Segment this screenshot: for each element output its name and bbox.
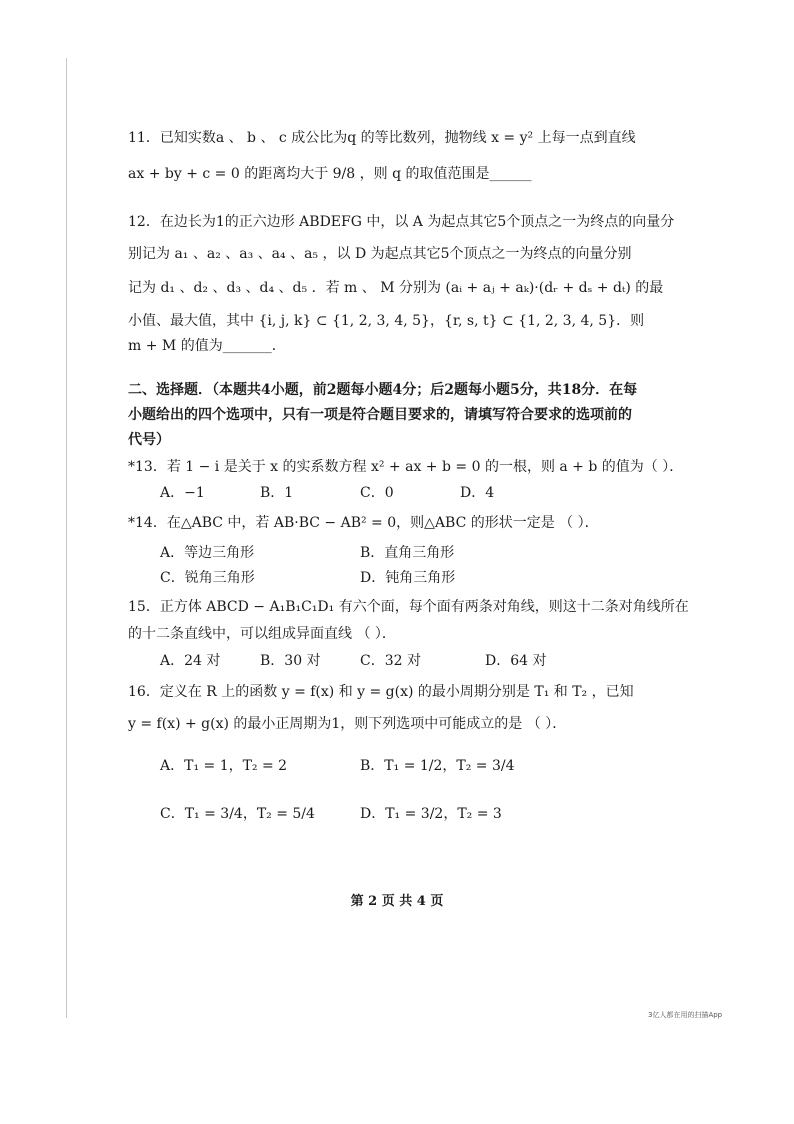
section2-line1: 二、选择题．（本题共4小题，前2题每小题4分；后2题每小题5分，共18分．在每 [128, 382, 638, 398]
q13-option-a: A．−1 [160, 485, 205, 501]
q11-line2: ax + by + c = 0 的距离均大于 9/8 ，则 q 的取值范围是______ [128, 166, 532, 182]
q12-line1: 12．在边长为1的正六边形 ABDEFG 中，以 A 为起点其它5个顶点之一为终点的向量分 [128, 214, 675, 230]
section2-line2: 小题给出的四个选项中，只有一项是符合题目要求的，请填写符合要求的选项前的 [128, 407, 632, 423]
q12-line3: 记为 d₁ 、d₂ 、d₃ 、d₄ 、d₅ ．若 m 、 M 分别为 (aᵢ + aⱼ + aₖ)·(dᵣ + dₛ + dₜ) 的最 [128, 280, 664, 296]
q15-option-d: D．64 对 [485, 653, 547, 669]
q12-line2: 别记为 a₁ 、a₂ 、a₃ 、a₄ 、a₅ ，以 D 为起点其它5个顶点之一为终点的向量分别 [128, 246, 632, 262]
scanner-watermark: 3亿人都在用的扫描App [648, 1011, 723, 1019]
q15-option-c: C．32 对 [360, 653, 421, 669]
q16-line2: y = f(x) + g(x) 的最小正周期为1，则下列选项中可能成立的是 （ ）． [128, 716, 567, 732]
q15-line1: 15．正方体 ABCD − A₁B₁C₁D₁ 有六个面，每个面有两条对角线，则这十二条对角线所在 [128, 599, 689, 615]
q14-option-b: B．直角三角形 [360, 545, 455, 561]
q13-option-b: B．1 [260, 485, 294, 501]
q12-line4: 小值、最大值，其中 {i, j, k} ⊂ {1, 2, 3, 4, 5}，{r, s, t} ⊂ {1, 2, 3, 4, 5}．则 [128, 313, 645, 329]
q15-option-b: B．30 对 [260, 653, 321, 669]
q16-line1: 16．定义在 R 上的函数 y = f(x) 和 y = g(x) 的最小周期分别是 T₁ 和 T₂ ，已知 [128, 684, 634, 700]
q11-line1: 11．已知实数a 、 b 、 c 成公比为q 的等比数列，抛物线 x = y² 上每一点到直线 [128, 130, 636, 146]
q13-option-c: C．0 [360, 485, 394, 501]
q16-option-a: A．T₁ = 1，T₂ = 2 [160, 758, 288, 774]
page-margin-rule [66, 58, 67, 1018]
q16-option-b: B．T₁ = 1/2，T₂ = 3/4 [360, 758, 515, 774]
q15-line2: 的十二条直线中，可以组成异面直线 （ ）． [128, 626, 396, 642]
q14-option-d: D．钝角三角形 [360, 570, 456, 586]
q12-line5: m + M 的值为_______． [128, 338, 286, 354]
section2-line3: 代号） [128, 432, 170, 448]
q15-option-a: A．24 对 [160, 653, 221, 669]
q16-option-d: D．T₁ = 3/2，T₂ = 3 [360, 806, 502, 822]
q14-option-a: A．等边三角形 [160, 545, 255, 561]
q14-option-c: C．锐角三角形 [160, 570, 255, 586]
q13-stem: *13．若 1 − i 是关于 x 的实系数方程 x² + ax + b = 0 的一根，则 a + b 的值为（ ）． [128, 459, 684, 475]
page-footer: 第 2 页 共 4 页 [350, 894, 444, 909]
q13-option-d: D．4 [460, 485, 495, 501]
q16-option-c: C．T₁ = 3/4，T₂ = 5/4 [160, 806, 315, 822]
q14-stem: *14．在△ABC 中，若 AB·BC − AB² = 0，则△ABC 的形状一定是 （ ）． [128, 515, 599, 531]
